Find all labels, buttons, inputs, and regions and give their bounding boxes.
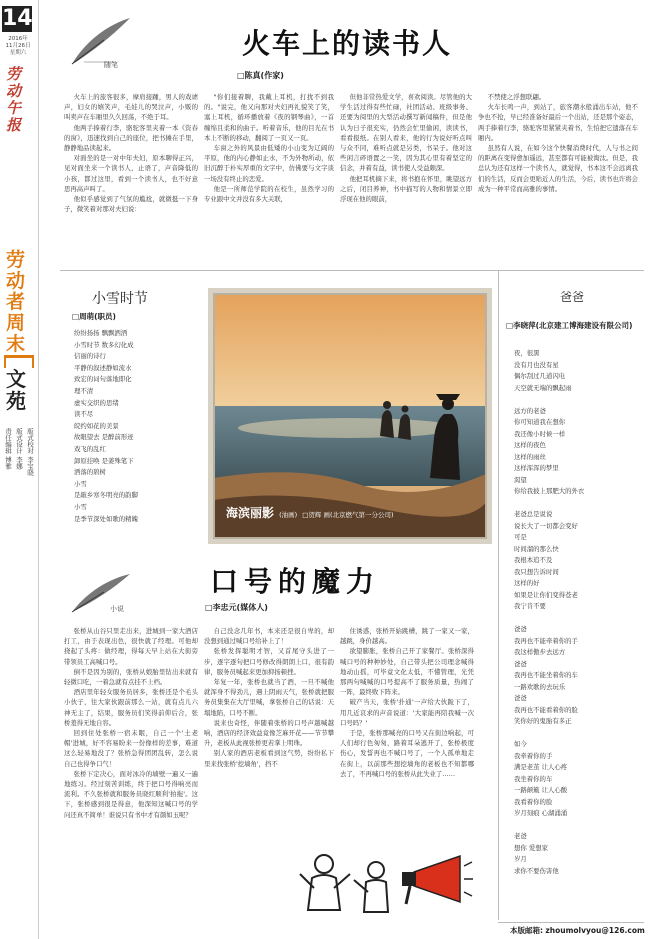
poem-line (514, 728, 642, 740)
poem-line: 小雪 (74, 479, 87, 488)
poem-line (514, 613, 642, 625)
painting-caption: 海滨丽影 (油画) □贺辉 画(北京燃气第一分公司) (226, 506, 394, 520)
poem-line: 这样的好 (514, 579, 540, 587)
poem-line: 是敲乡寒冬明亮的韵脚 (74, 491, 138, 500)
poem-line: 偶尔刮过几道闪电 (514, 372, 566, 380)
poem-body (74, 328, 202, 548)
article2-col1: 张桥从山谷只里走出来，进城到一家大酒店打工，由于表现出色，很快就了经理。可他却挠起了头疼：做经理，得每天早上站在大街旁带领员工高喊口号。 倒不是因为别的，张桥从娘胎里钻出来就有轻微口吃，一着急就有点挂不上档。 酒店里年轻女服务员居多，张桥还是个毛头小伙子，往大家伙跟前那么一站，就有点儿六神无主了，结果，服务员们笑得前仰后合，张桥羞得无地自容。 回到住处张桥一宿未眠，自己一个'土老帽'进城，好不容易盼来一份像样的差事，难道这么轻易地没了？张桥急得团团乱转，怎么说自己也得争口气！ 张桥下定决心，面对冰冷的墙壁一遍又一遍地练习。经过刻苦训练，终于把口号得响亮而流利。不久张桥就和服务员晓红顺利'拍拖'。这下，张桥感到很是得意，他深知这喊口号的学问还真不简单！谁说只有书中才有颜如玉呢？ (64, 627, 198, 819)
poem-line: 平静的叙述静如流水 (74, 363, 132, 372)
poem-line: 我只想告诉时间 (514, 567, 559, 576)
poem-line: 如今 (514, 740, 527, 748)
article1-col1: 火车上的旅客很多，摩肩接踵，男人的戏谑声，妇女的嬉笑声，毛娃儿的哭泣声，小贩的叫卖声在车厢里久久回荡，不绝于耳。 他两手捧着行李，骆驼客里夹着一本《资春的窗》，迅速找到自己的座位，把书摊在手里，静静地品读起来。 对面坐的是一对中年夫妇，原本聊得正兴，见对面坐来一个读书人，止语了，声音降低的小孩，都过这里，看到一个读书人，也不好意思再高声叫了。 他似乎感觉到了气氛的尴尬，就微挺一下身子，微笑着对那对夫妇说： (64, 93, 198, 214)
poem-line (514, 394, 642, 406)
poem-line: 一路欢歌的去玩乐 (514, 682, 566, 691)
poem-line: 戏飞的乱红 (74, 444, 106, 453)
poem-line: 笑你好的鬼胎有多正 (514, 717, 572, 725)
poem-line: 致宏的词句落地即化 (74, 375, 132, 384)
poem-line: 你给我披上那肥大的外衣 (514, 487, 585, 495)
poem-line: 这样浑浑的梦里 (514, 464, 559, 472)
poem-line: 小雪时节 数多幻化成 (74, 340, 134, 349)
poem-line: 我还像小时候一样 (514, 429, 566, 438)
poem-line: 理不清 (74, 386, 94, 395)
article-author: □李忠元(媒体人) (205, 603, 268, 612)
editor-credits: 版式校对 李宝晓 版式设计 李娜 责任编辑 博雅 (4, 428, 34, 476)
poem-line: 说长大了一切都会变好 (514, 521, 578, 530)
poem-line: 一路颠簸 让人心酸 (514, 786, 568, 794)
poem-line: 老爸 (514, 832, 527, 840)
poem-line: 我再也不能看着你的脸 (514, 705, 578, 714)
poem-line: 我再也不能牵着你的手 (514, 636, 578, 645)
poem-line: 岁月刻痕 心湖涌涌 (514, 809, 568, 817)
article-title: 火车上的读书人 (242, 27, 453, 60)
poem-line: 可是 (514, 533, 527, 541)
poem-line: 洒落的碧树 (74, 468, 106, 477)
poem-line: 我牵着你的手 (514, 751, 553, 760)
poem-line: 我这样傲步去远方 (514, 648, 566, 656)
issue-date: 2016年 11月26日 星期六 (5, 36, 31, 56)
poem-line (514, 820, 642, 832)
poem-line: 爸爸 (514, 625, 527, 633)
poem-author: □周萌(职员) (72, 312, 116, 321)
article1-col2: "你们接着聊，我戴上耳机，打扰不到我的。"说完，他又向那对夫妇再礼貌笑了笑，塞上耳机，循环播放着《夜的钢琴曲》，一首缠绵且柔和的曲子。听着音乐，他的目光在书本上不断的移动，翻阅了一页又一页。 车窗之外的风景由低矮的小山变为辽阔的平原，他的内心静如止水，不为外物所动，依旧沉醉于朴实厚重的文字中，仿佛要与文字谈一场没有终止的恋爱。 他是一所师范学院的在校生，虽然学习的专业跟中文并没有多大关联， (204, 93, 334, 204)
quill-pen-icon (64, 14, 134, 70)
article2-col2: 自己没念几年书，本来还是很自卑的，却没想到通过喊口号给补上了！ 张桥发挥聪明才智，又首尾守头进了一步，逐字逐句把口号修改得朗朗上口，很有韵律，服务员喊起来更加抑扬顿挫。 年复一年，张桥也就当了酒，一旦不喊他就浑身不得劲儿，遇上阴雨天气，张桥就把服务员集集在大厅里喊，拿张桥自己的话说：天塌地陷，口号不断。 说来也奇怪，伴随着张桥的口号声越喊越响，酒店的经济效益竟像芝麻开花——节节攀升，老板从此视张桥更若掌上明珠。 别人家的酒店老板看到这气势，纷纷私下里来找张桥'挖墙角'，挡不 (204, 627, 334, 768)
megaphone-icon (284, 848, 474, 924)
story-tag: 小说 (64, 570, 134, 618)
poem-line: 渴望 (514, 475, 527, 484)
poem-line: 求你不要伤害他 (514, 866, 559, 875)
poem-title: 爸爸 (560, 290, 585, 304)
poem-line: 故眼望去 是醉前形迹 (74, 433, 134, 442)
poem-line: 这样的夜色 (514, 441, 546, 449)
poem-line: 我看着你的脸 (514, 797, 553, 806)
poem-line: 岁月 (514, 855, 527, 863)
page-number: 14 (2, 6, 33, 31)
poem-line: 远方的老爸 (514, 406, 546, 415)
article2-col3: 住诱惑，张桥开始跳槽，跳了一家又一家，越跳，身价越高。 欲望膨胀，张桥自己开了家餐厅。张桥深得喊口号的种种妙处，自己带头把公司理念喊得地动山摇，可毕竟文化太低，不懂管理，光凭那两句喊喊的口号提高不了服务质量，热闹了一阵，最终败下阵来。 破产当天，张桥'扑通'一声给大伙跪下了，用几近哀求的声音说道：'大家能再陪我喊一次口号吗？' 于是，张桥那喊亮的口号又在街边响起，可人们却行色匆匆，路着耳朵逃开了，张桥极度伤心，发誓再也不喊口号了，一个人孤单地走在街上，以前那些想挖墙角的老板也不知都哪去了，不再喊口号的张桥从此失业了…… (340, 627, 474, 778)
poem-line: 如果是让你们变得苍老 (514, 590, 578, 599)
poem-line: 我宁肯不要 (514, 602, 546, 610)
poem-line: 虚实交织的思绪 (74, 398, 119, 407)
article-author: □陈真(作家) (237, 71, 284, 80)
poem-line: 天空就无端的飘起雨 (514, 383, 572, 392)
poem-line: 没有月也没有星 (514, 360, 559, 369)
poem-line: 满是老茧 让人心疼 (514, 763, 568, 771)
poem-line: 小雪 (74, 502, 87, 511)
poem-line: 爸爸 (514, 694, 527, 702)
poem-line: 我再也不能坐着你的车 (514, 671, 578, 679)
paper-name: 劳动午报 (6, 65, 22, 134)
poem-line: 皖约如花的美景 (74, 421, 119, 430)
poem-line: 读不尽 (74, 410, 94, 419)
email-link[interactable]: zhoumolvyou@126.com (545, 926, 645, 935)
poem-title: 小雪时节 (92, 291, 148, 307)
article1-col4: 不禁使之浮想联翩。 火车长鸣一声，到站了，旅客潮水般涌出车站，他不争也不抢，早已经准备好最后一个出站，还是那个姿态，两手捧着行李，骆驼客里紧紧夹着书，生怕把它遗落在车厢内。 虽然有人说，在如今这个快餐消费时代，人与书之间的距离在变得愈加遥远，甚至都有可能被淘汰。但是，我总认为还有这样一个读书人，就觉得，书本这不会远离我们的生活，反而会更贴近人的生活，今后，读书也许将会成为一种平常而高雅的事情。 (478, 93, 638, 193)
poem-line: 时间溜的那么快 (514, 544, 559, 553)
poem-line: 这样的雨丝 (514, 452, 546, 461)
poem-line: 信丽的诗行 (74, 352, 106, 361)
poem-line (514, 498, 642, 510)
poem-line: 老爸总是说说 (514, 510, 553, 518)
article1-col3: 但他非常热爱文学，喜欢阅读。尽管他的大学生活过得有些忙碌，社团活动、班级事务、还要为阅里的大型活动撰写新闻稿件，但是他认为日子很充实，仍然会忙里偷闲，读读书，看看报纸。在别人看来，他的行为说好听点叫与众不同，难听点就是另类，书呆子。他对这些闲言碎语置之一笑，因为其心里有着坚定的信念，并着有益，读书使人受益颇深。 他把耳机摘下来，将书抱在怀里，眺望远方之后，闭目养神，书中描写的人物和情景立即浮现在他的眼前， (340, 93, 472, 204)
poem-line: 想你 爱想家 (514, 843, 548, 852)
poem-line: 是季节深处如歌的精魄 (74, 514, 138, 523)
poem-line: 我坐着你的车 (514, 774, 553, 783)
footer-email: 本版邮箱: zhoumolvyou@126.com (510, 926, 645, 935)
painting-frame (208, 288, 492, 544)
poem-author: □李晓萍(北京建工博海建设有限公司) (506, 321, 633, 330)
article-title: 口号的魔力 (210, 565, 381, 598)
poem-line: 纷纷扬扬 飘飘洒洒 (74, 329, 128, 337)
poem-line: 夜，很黑 (514, 349, 540, 357)
subsection-name: 文苑 (6, 367, 26, 413)
poem-line: 你可知道我在想你 (514, 418, 566, 426)
essay-tag: 随笔 (64, 14, 134, 70)
poem-body (514, 348, 642, 918)
section-name: 劳动者周末 (6, 249, 26, 355)
poem-line: 爸爸 (514, 659, 527, 668)
poem-line: 卸原挂唤 是姜殊笔下 (74, 456, 134, 465)
megaphone-illustration (284, 848, 474, 924)
poem-line: 我根本追不及 (514, 556, 553, 564)
